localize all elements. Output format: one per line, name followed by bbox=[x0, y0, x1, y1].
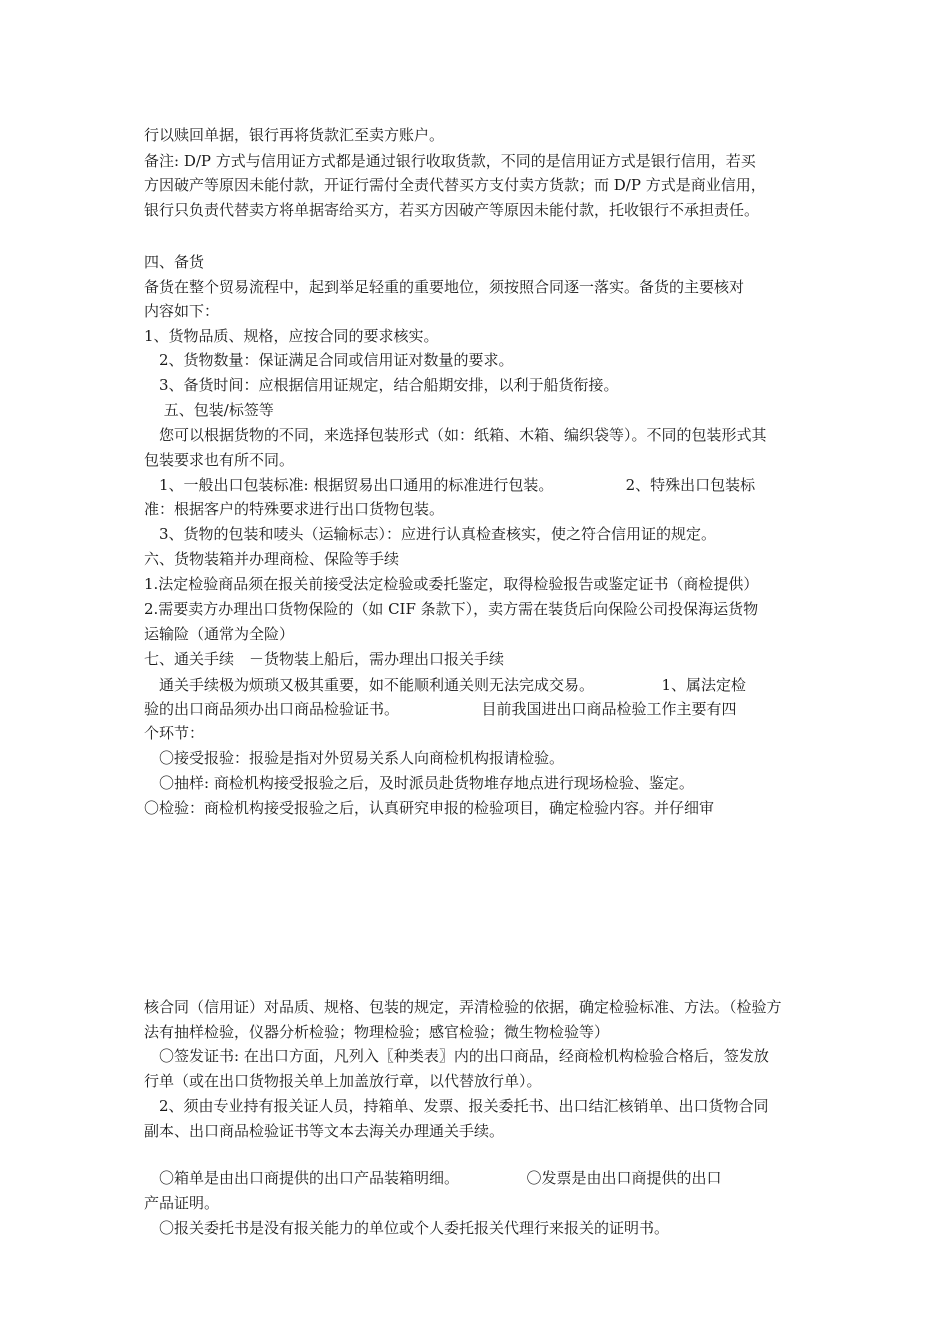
text-line: 备货在整个贸易流程中，起到举足轻重的重要地位，须按照合同逐一落实。备货的主要核对 bbox=[144, 278, 745, 296]
text-line: 〇报关委托书是没有报关能力的单位或个人委托报关代理行来报关的证明书。 bbox=[144, 1219, 670, 1237]
text-line: 2、货物数量：保证满足合同或信用证对数量的要求。 bbox=[144, 351, 514, 369]
text-line: 1、一般出口包装标准: 根据贸易出口通用的标准进行包装。 2、特殊出口包装标 bbox=[144, 476, 756, 494]
text-line: 包装要求也有所不同。 bbox=[144, 451, 295, 469]
text-line: 3、货物的包装和唛头（运输标志）：应进行认真检查核实，使之符合信用证的规定。 bbox=[144, 525, 717, 543]
text-line: 法有抽样检验，仪器分析检验；物理检验；感官检验；微生物检验等） bbox=[144, 1023, 610, 1041]
text-line: 3、备货时间：应根据信用证规定，结合船期安排，以利于船货衔接。 bbox=[144, 376, 619, 394]
text-line: 通关手续极为烦琐又极其重要，如不能顺利通关则无法完成交易。 1、属法定检 bbox=[144, 676, 747, 694]
text-line: 您可以根据货物的不同，来选择包装形式（如：纸箱、木箱、编织袋等）。不同的包装形式其 bbox=[144, 426, 767, 444]
text-line: 〇签发证书: 在出口方面，凡列入〖种类表〗内的出口商品，经商检机构检验合格后，签发放 bbox=[144, 1047, 769, 1065]
text-line: 备注: D/P 方式与信用证方式都是通过银行收取货款，不同的是信用证方式是银行信用，若买 bbox=[144, 152, 756, 170]
text-line: 〇抽样: 商检机构接受报验之后，及时派员赴货物堆存地点进行现场检验、鉴定。 bbox=[144, 774, 694, 792]
section-heading: 四、备货 bbox=[144, 253, 205, 271]
text-line: 验的出口商品须办出口商品检验证书。 目前我国进出口商品检验工作主要有四 bbox=[144, 700, 737, 718]
text-line: 1、货物品质、规格，应按合同的要求核实。 bbox=[144, 327, 439, 345]
text-line: 方因破产等原因未能付款，开证行需付全责代替买方支付卖方货款；而 D/P 方式是商业信用， bbox=[144, 176, 766, 194]
text-line: 1.法定检验商品须在报关前接受法定检验或委托鉴定，取得检验报告或鉴定证书（商检提供） bbox=[144, 575, 759, 593]
section-heading: 六、货物装箱并办理商检、保险等手续 bbox=[144, 550, 400, 568]
text-line: 〇接受报验：报验是指对外贸易关系人向商检机构报请检验。 bbox=[144, 749, 565, 767]
text-line: 行以赎回单据，银行再将货款汇至卖方账户。 bbox=[144, 126, 445, 144]
text-line: 个环节： bbox=[144, 724, 205, 742]
text-line: 〇箱单是由出口商提供的出口产品装箱明细。 〇发票是由出口商提供的出口 bbox=[144, 1169, 722, 1187]
text-line: 内容如下： bbox=[144, 302, 220, 320]
text-line: 副本、出口商品检验证书等文本去海关办理通关手续。 bbox=[144, 1122, 505, 1140]
text-line: 〇检验：商检机构接受报验之后，认真研究申报的检验项目，确定检验内容。并仔细审 bbox=[144, 799, 715, 817]
section-heading: 五、包装/标签等 bbox=[144, 401, 274, 419]
text-line: 准：根据客户的特殊要求进行出口货物包装。 bbox=[144, 500, 445, 518]
text-line: 核合同（信用证）对品质、规格、包装的规定，弄清检验的依据，确定检验标准、方法。（检验方 bbox=[144, 998, 782, 1016]
text-line: 运输险（通常为全险） bbox=[144, 625, 295, 643]
section-heading: 七、通关手续 －货物装上船后，需办理出口报关手续 bbox=[144, 650, 505, 668]
text-line: 2.需要卖方办理出口货物保险的（如 CIF 条款下），卖方需在装货后向保险公司投保海运货物 bbox=[144, 600, 759, 618]
text-line: 行单（或在出口货物报关单上加盖放行章，以代替放行单）。 bbox=[144, 1072, 542, 1090]
text-line: 产品证明。 bbox=[144, 1194, 220, 1212]
text-line: 银行只负责代替卖方将单据寄给买方，若买方因破产等原因未能付款，托收银行不承担责任。 bbox=[144, 201, 760, 219]
text-line: 2、须由专业持有报关证人员，持箱单、发票、报关委托书、出口结汇核销单、出口货物合同 bbox=[144, 1097, 769, 1115]
